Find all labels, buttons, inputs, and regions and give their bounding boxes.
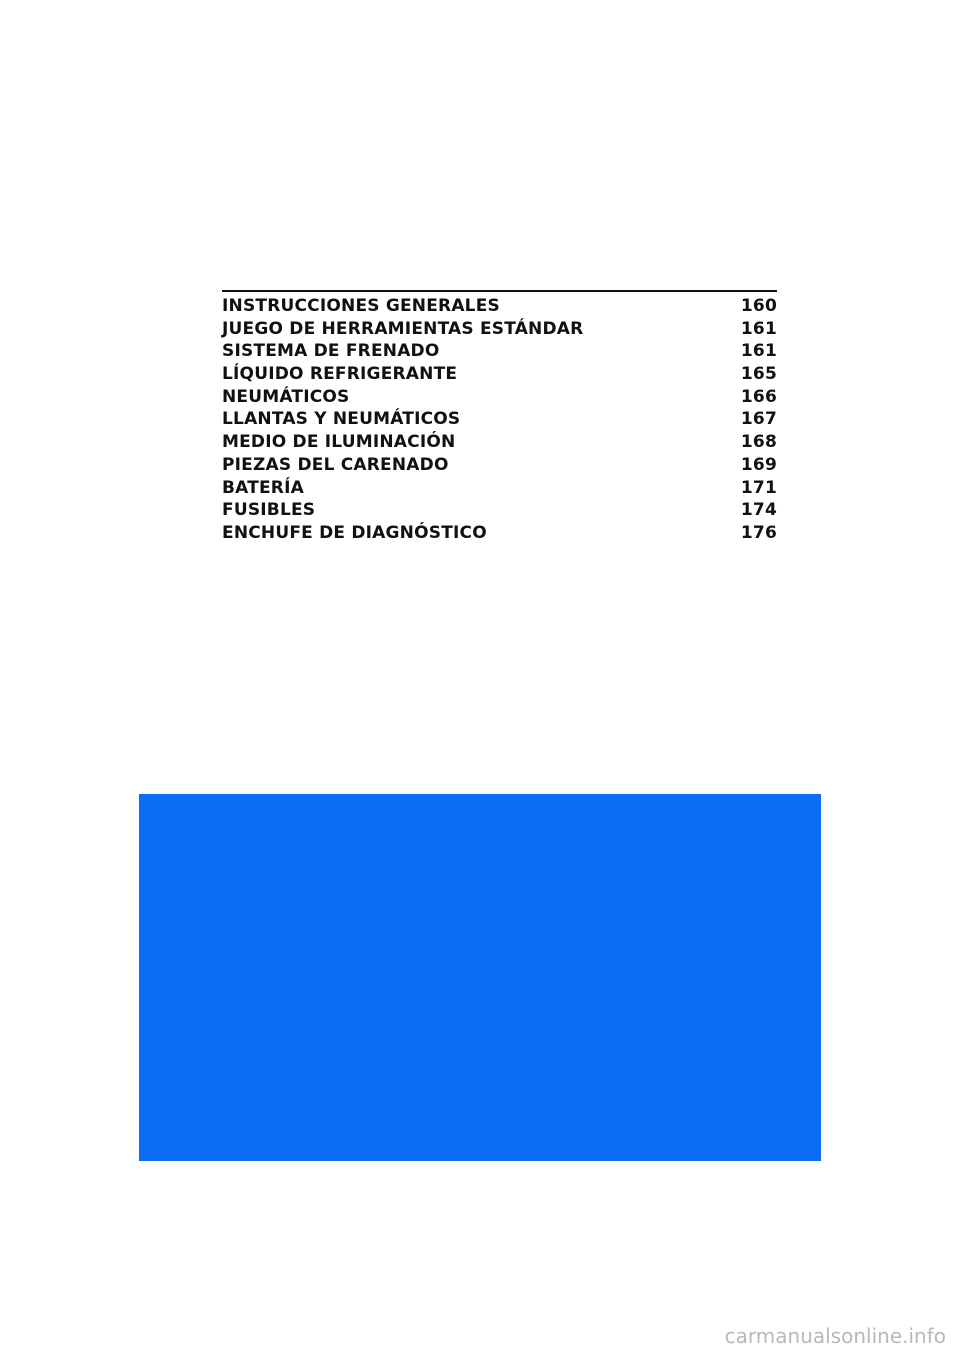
toc-entry-title: LLANTAS Y NEUMÁTICOS: [222, 409, 461, 430]
toc-entry[interactable]: [222, 454, 777, 477]
toc-entry-title: INSTRUCCIONES GENERALES: [222, 296, 500, 316]
toc-entry[interactable]: [222, 499, 777, 522]
toc-entry-title: LÍQUIDO REFRIGERANTE: [222, 364, 458, 385]
toc-entry-page: 160: [740, 296, 777, 316]
toc-entry-title: BATERÍA: [222, 477, 304, 498]
toc-entry[interactable]: [222, 386, 777, 409]
toc-entry-title: PIEZAS DEL CARENADO: [222, 454, 449, 475]
toc-entry-page: 168: [740, 432, 777, 453]
toc-entry[interactable]: [222, 340, 777, 363]
blue-color-panel: [139, 794, 821, 1161]
toc-entry-page: 167: [740, 409, 777, 430]
table-of-contents: [222, 290, 777, 545]
toc-entry-page: 166: [740, 386, 777, 407]
toc-entry-page: 176: [740, 522, 777, 543]
toc-entry-title: FUSIBLES: [222, 500, 316, 521]
toc-entry-title: SISTEMA DE FRENADO: [222, 341, 440, 362]
footer-watermark: carmanualsonline.info: [724, 1324, 946, 1348]
toc-entry-page: 161: [740, 341, 777, 362]
toc-entry-title: NEUMÁTICOS: [222, 386, 350, 407]
toc-entry-page: 165: [740, 364, 777, 385]
toc-entry-page: 174: [740, 500, 777, 521]
toc-entry[interactable]: [222, 522, 777, 545]
toc-entry-page: 169: [740, 454, 777, 475]
toc-entry[interactable]: [222, 318, 777, 341]
toc-entry[interactable]: [222, 477, 777, 500]
toc-entry-title: MEDIO DE ILUMINACIÓN: [222, 432, 456, 453]
toc-entry-title: ENCHUFE DE DIAGNÓSTICO: [222, 522, 487, 543]
toc-entry[interactable]: [222, 363, 777, 386]
toc-entry[interactable]: [222, 431, 777, 454]
toc-entry-page: 171: [740, 477, 777, 498]
toc-entry-title: JUEGO DE HERRAMIENTAS ESTÁNDAR: [222, 318, 584, 339]
toc-entry[interactable]: [222, 408, 777, 431]
toc-entry[interactable]: [222, 295, 777, 318]
toc-entry-page: 161: [740, 318, 777, 339]
